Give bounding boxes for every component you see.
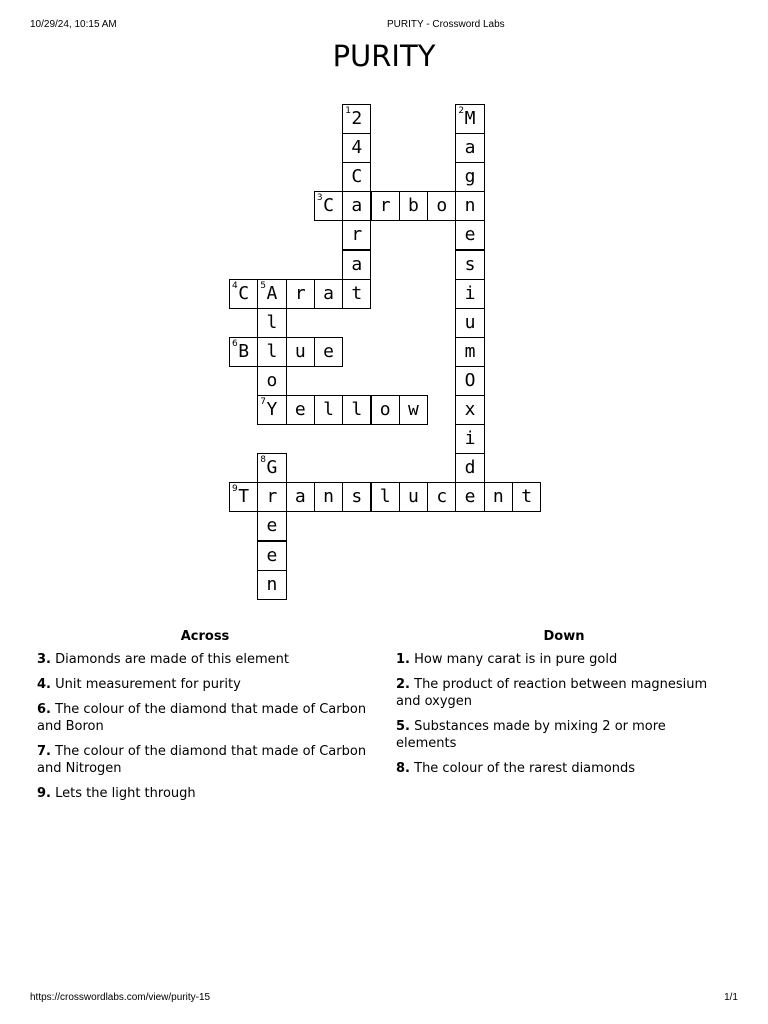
cell-letter: i [464,428,476,450]
grid-cell[interactable] [484,482,513,512]
clue-number-label: 4. [37,677,51,692]
cell-letter: n [266,573,278,595]
print-header-datetime: 10/29/24, 10:15 AM [30,19,117,30]
clue-number-label: 3. [37,652,51,667]
cell-letter: a [294,486,306,508]
cell-letter: w [408,399,419,420]
grid-cell[interactable] [399,482,428,512]
grid-cell[interactable] [399,191,428,221]
grid-cell[interactable] [286,279,315,309]
grid-cell[interactable] [229,337,258,367]
cell-letter: n [464,195,476,217]
grid-cell[interactable] [371,395,400,425]
grid-cell[interactable] [455,104,484,134]
cell-letter: e [464,224,476,246]
page-title: PURITY [332,39,436,73]
grid-cell[interactable] [342,191,371,221]
grid-cell[interactable] [455,337,484,367]
grid-cell[interactable] [455,395,484,425]
cell-letter: r [266,486,278,508]
cell-letter: e [464,486,476,508]
grid-cell[interactable] [371,191,400,221]
clue-number-label: 7. [37,744,51,759]
cell-clue-number: 6 [232,338,238,349]
grid-cell[interactable] [455,453,484,483]
grid-cell[interactable] [257,541,286,571]
grid-cell[interactable] [455,220,484,250]
cell-letter: m [464,340,476,362]
cell-letter: b [408,195,419,217]
grid-cell[interactable] [512,482,541,512]
cell-letter: o [379,399,391,420]
grid-cell[interactable] [455,279,484,309]
clue-item [396,760,718,777]
grid-cell[interactable] [314,395,343,425]
cell-letter: 4 [351,137,363,159]
grid-cell[interactable] [314,482,343,512]
grid-cell[interactable] [229,279,258,309]
cell-letter: C [351,166,363,188]
cell-clue-number: 2 [458,106,465,116]
cell-letter: n [492,486,504,508]
across-heading: Across [180,629,230,644]
grid-cell[interactable] [342,279,371,309]
cell-letter: G [266,457,278,479]
clue-number-label: 2. [396,677,410,692]
cell-letter: e [266,515,278,537]
cell-letter: l [266,340,278,362]
grid-cell[interactable] [455,162,484,192]
clue-item [396,676,718,710]
print-footer-url: https://crosswordlabs.com/view/purity-15 [30,992,211,1003]
cell-letter: O [464,369,476,391]
cell-letter: n [323,486,334,508]
grid-cell[interactable] [342,162,371,192]
grid-cell[interactable] [399,395,428,425]
grid-cell[interactable] [455,366,484,396]
cell-letter: d [464,457,476,479]
grid-cell[interactable] [371,482,400,512]
cell-letter: a [351,253,363,275]
cell-letter: a [351,195,363,217]
clue-item [396,651,718,668]
cell-letter: a [464,137,476,159]
cell-letter: l [266,311,278,333]
cell-letter: C [323,195,334,217]
down-clues [396,628,732,785]
clue-text: Lets the light through [55,786,196,801]
print-header-title: PURITY - Crossword Labs [387,19,505,30]
cell-letter: M [464,108,476,129]
cell-clue-number: 3 [316,193,323,204]
cell-letter: r [351,224,363,246]
cell-letter: l [351,399,363,420]
cell-letter: c [436,486,448,508]
cell-clue-number: 1 [345,106,351,116]
cell-letter: u [408,486,419,508]
cell-letter: u [294,340,306,362]
clue-item [396,718,718,752]
grid-cell[interactable] [342,133,371,163]
cell-letter: 2 [351,108,363,129]
grid-cell[interactable] [342,250,371,280]
grid-cell[interactable] [229,482,258,512]
clue-text: Substances made by mixing 2 or more elements [396,719,666,751]
cell-letter: t [521,486,533,508]
cell-letter: i [464,282,476,304]
grid-cell[interactable] [455,133,484,163]
grid-cell[interactable] [257,511,286,541]
grid-cell[interactable] [257,337,286,367]
cell-letter: o [266,369,278,391]
grid-cell[interactable] [455,250,484,280]
grid-cell[interactable] [314,279,343,309]
down-heading: Down [543,629,585,644]
grid-cell[interactable] [257,395,286,425]
grid-cell[interactable] [427,482,456,512]
clue-item [37,743,373,777]
grid-cell[interactable] [342,395,371,425]
grid-cell[interactable] [257,279,286,309]
grid-cell[interactable] [314,337,343,367]
cell-letter: A [266,282,278,304]
clue-item [37,676,373,693]
clue-text: The colour of the diamond that made of Carbon and Nitrogen [37,744,367,776]
grid-cell[interactable] [314,191,343,221]
clue-text: The colour of the rarest diamonds [414,761,636,776]
cell-clue-number: 7 [260,397,267,407]
grid-cell[interactable] [427,191,456,221]
clue-number-label: 1. [396,652,410,667]
grid-cell[interactable] [455,424,484,454]
clue-text: Unit measurement for purity [55,677,241,692]
cell-clue-number: 8 [260,455,267,466]
clue-item [37,785,373,802]
cell-clue-number: 5 [260,280,267,291]
cell-letter: s [351,486,363,508]
clue-item [37,651,373,668]
cell-letter: r [294,282,306,304]
cell-letter: e [266,544,278,566]
clue-item [37,701,373,735]
cell-letter: Y [266,399,278,420]
cell-letter: a [323,282,334,304]
cell-letter: x [464,399,476,420]
cell-letter: C [238,282,250,304]
grid-cell[interactable] [286,337,315,367]
grid-cell[interactable] [257,570,286,600]
grid-cell[interactable] [455,482,484,512]
grid-cell[interactable] [257,482,286,512]
clue-text: The product of reaction between magnesium and oxygen [396,677,708,709]
clue-number-label: 5. [396,719,410,734]
cell-letter: r [379,195,391,217]
cell-letter: l [379,486,391,508]
cell-clue-number: 4 [232,280,238,291]
grid-cell[interactable] [286,395,315,425]
cell-letter: e [294,399,306,420]
grid-cell[interactable] [342,104,371,134]
clue-number-label: 8. [396,761,410,776]
cell-letter: t [351,282,363,304]
clue-text: The colour of the diamond that made of Carbon and Boron [37,702,367,734]
grid-cell[interactable] [342,482,371,512]
cell-letter: l [323,399,334,420]
cell-letter: T [238,486,250,508]
grid-cell[interactable] [455,191,484,221]
cell-letter: g [464,166,476,188]
clue-number-label: 9. [37,786,51,801]
cell-letter: e [323,340,334,362]
crossword-grid [229,104,542,600]
cell-letter: s [464,253,476,275]
grid-cell[interactable] [286,482,315,512]
grid-cell[interactable] [257,453,286,483]
grid-cell[interactable] [257,308,286,338]
cell-clue-number: 9 [232,484,238,495]
across-clue-list [37,651,373,802]
down-clue-list [396,651,718,777]
clue-text: How many carat is in pure gold [414,652,618,667]
clue-text: Diamonds are made of this element [55,652,290,667]
across-clues [37,628,373,810]
cell-letter: B [238,340,250,362]
grid-cell[interactable] [455,308,484,338]
print-footer-page-number: 1/1 [724,992,738,1003]
grid-cell[interactable] [342,220,371,250]
cell-letter: o [436,195,448,217]
cell-letter: u [464,311,476,333]
grid-cell[interactable] [257,366,286,396]
clue-number-label: 6. [37,702,51,717]
